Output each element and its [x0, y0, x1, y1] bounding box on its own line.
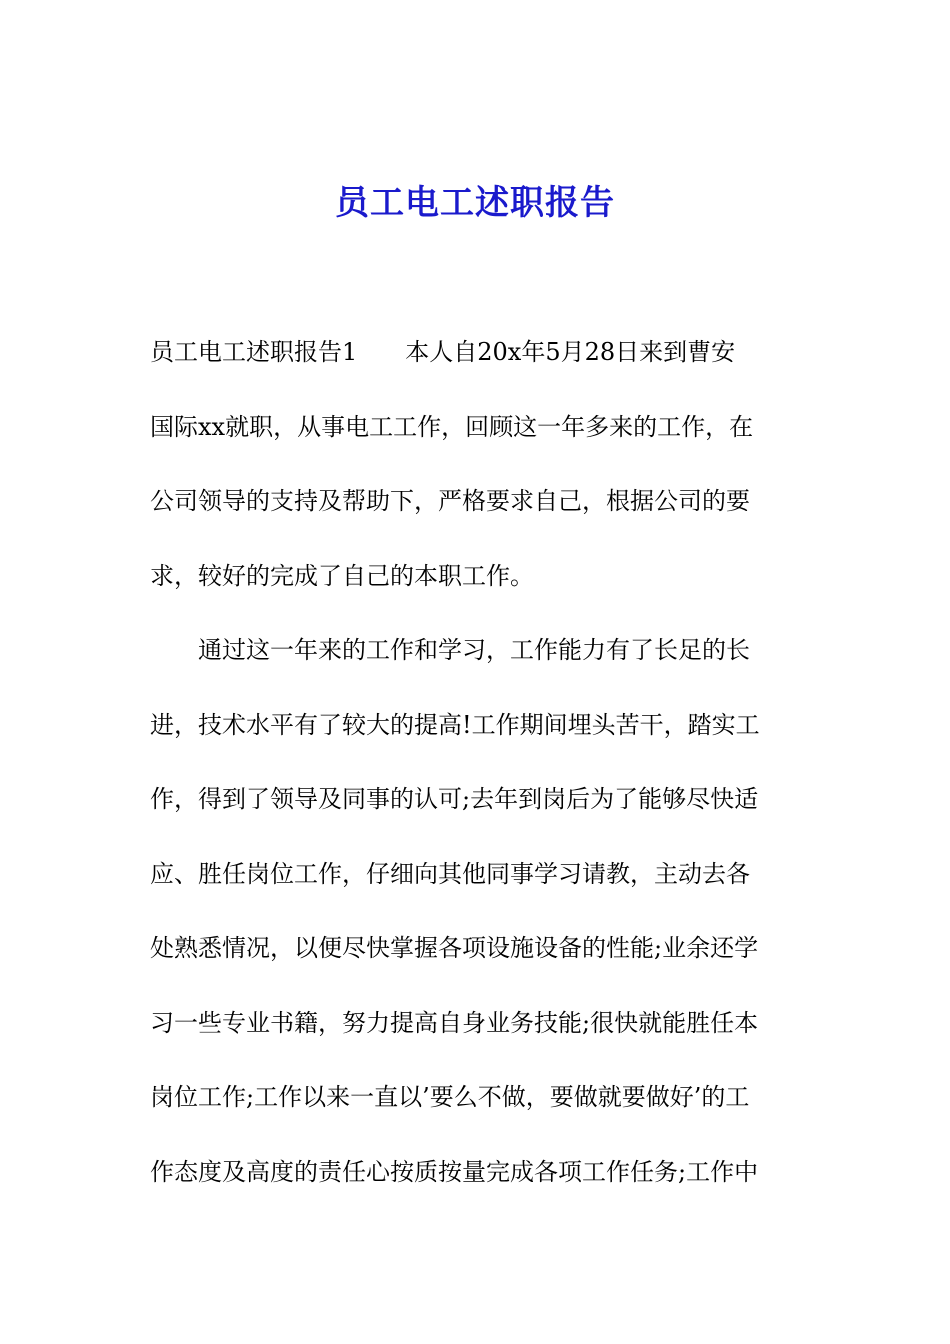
body-text-line: 习一些专业书籍，努力提高自身业务技能;很快就能胜任本 [150, 1008, 759, 1037]
body-text-line: 国际xx就职，从事电工工作，回顾这一年多来的工作，在 [150, 412, 754, 441]
body-text-line: 岗位工作;工作以来一直以’要么不做，要做就要做好’的工 [150, 1083, 750, 1111]
body-text-line: 求，较好的完成了自己的本职工作。 [150, 561, 534, 590]
body-text-line: 进，技术水平有了较大的提高!工作期间埋头苦干，踏实工 [150, 710, 760, 739]
body-text-line: 公司领导的支持及帮助下，严格要求自己，根据公司的要 [150, 487, 750, 515]
document-body [150, 330, 810, 1224]
body-text-line: 处熟悉情况，以便尽快掌握各项设施设备的性能;业余还学 [150, 934, 759, 962]
body-text-line: 员工电工述职报告1 本人自20x年5月28日来到曹安 [150, 338, 736, 366]
body-text-line: 作态度及高度的责任心按质按量完成各项工作任务;工作中 [150, 1157, 759, 1186]
body-text-line: 应、胜任岗位工作，仔细向其他同事学习请教，主动去各 [150, 859, 750, 888]
body-text-line: 通过这一年来的工作和学习，工作能力有了长足的长 [150, 636, 750, 664]
body-text-line: 作，得到了领导及同事的认可;去年到岗后为了能够尽快适 [150, 785, 759, 813]
document-title: 员工电工述职报告 [335, 183, 615, 223]
